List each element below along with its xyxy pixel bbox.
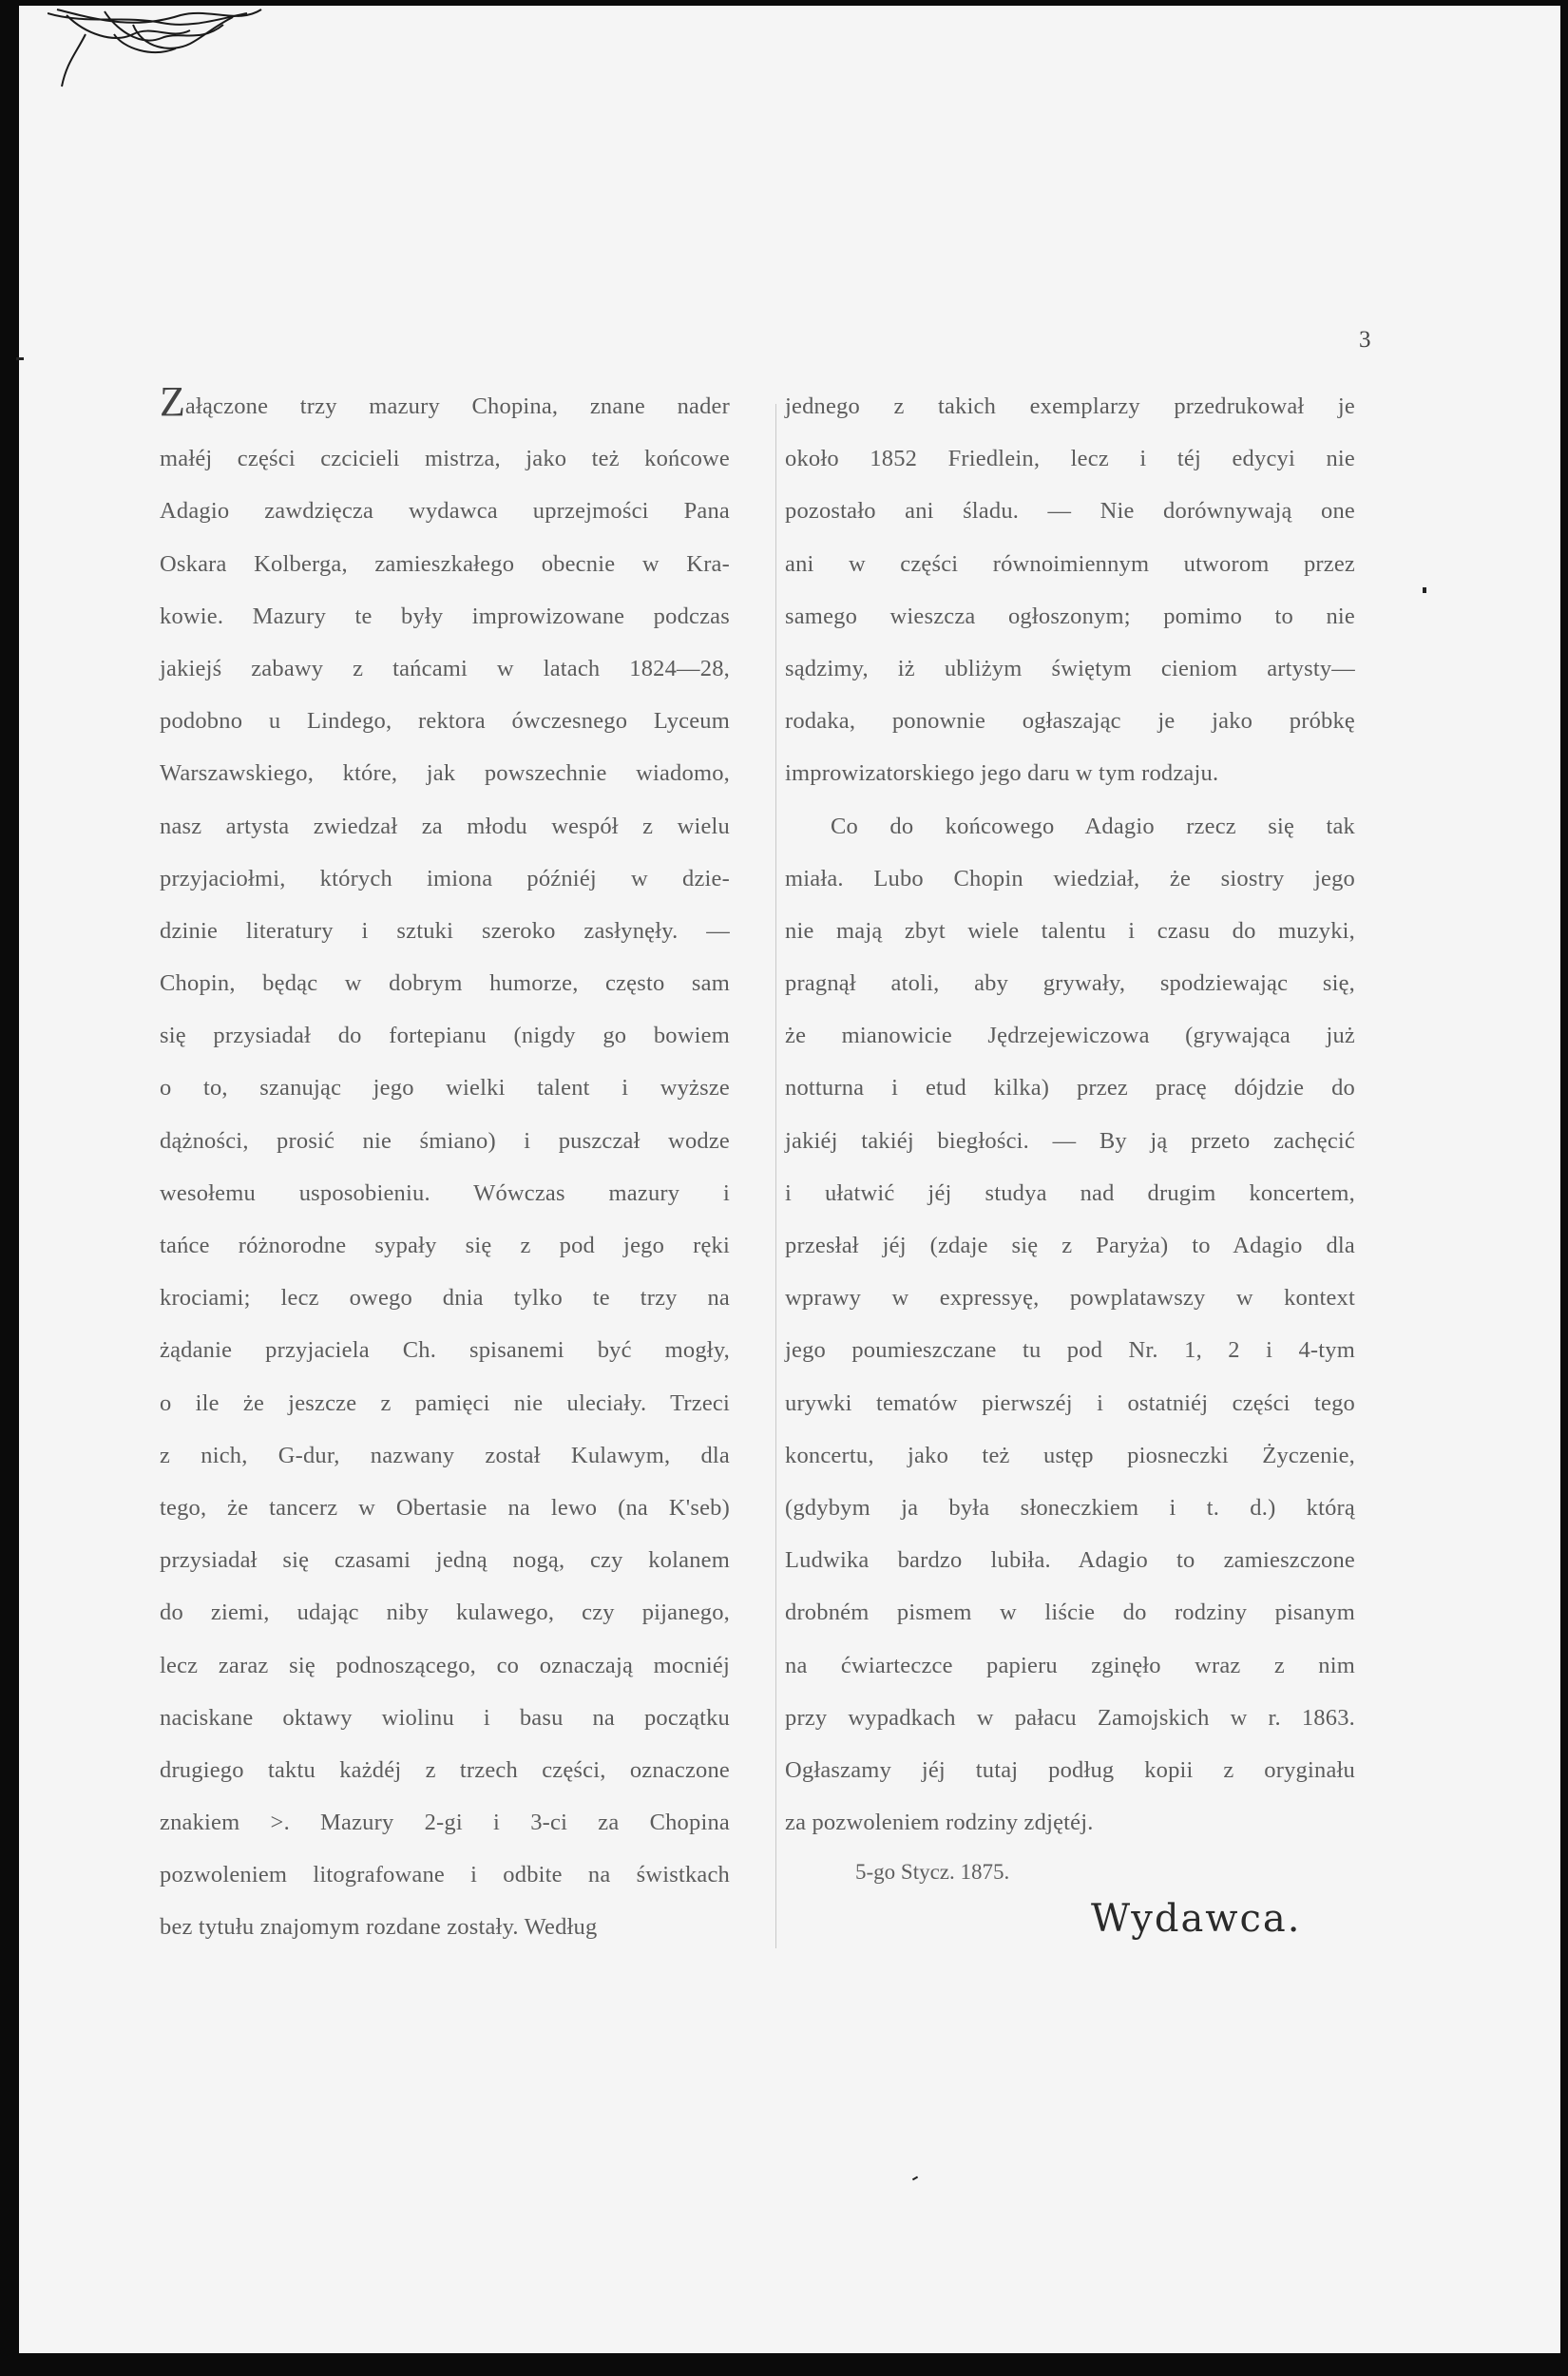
text-line: przy wypadkach w pałacu Zamojskich w r. 1863. (785, 1704, 1355, 1731)
text-line: naciskane oktawy wiolinu i basu na początku (160, 1704, 730, 1731)
text-line: pozwoleniem litografowane i odbite na świstkach (160, 1862, 730, 1888)
ink-dot (1423, 587, 1426, 593)
text-line: żądanie przyjaciela Ch. spisanemi być mogły, (160, 1337, 730, 1364)
text-line: jednego z takich exemplarzy przedrukował je (785, 393, 1355, 419)
ink-speck (912, 2176, 918, 2181)
text-line: pozostało ani śladu. — Nie dorównywają one (785, 498, 1355, 525)
text-line-content: ałączone trzy mazury Chopina, znane nader (184, 393, 730, 419)
text-line (160, 380, 730, 432)
text-line: krociami; lecz owego dnia tylko te trzy na (160, 1285, 730, 1312)
text-line: nasz artysta zwiedzał za młodu wespół z wielu (160, 813, 730, 839)
text-line: dzinie literatury i sztuki szeroko zasłynęły. — (160, 917, 730, 944)
publisher-signature: Wydawca. (1091, 1897, 1302, 1941)
text-line: tańce różnorodne sypały się z pod jego ręki (160, 1233, 730, 1258)
text-line: jakiejś zabawy z tańcami w latach 1824—28, (160, 655, 730, 681)
text-line: Co do końcowego Adagio rzecz się tak (831, 813, 1355, 839)
text-line: i ułatwić jéj studya nad drugim koncertem, (785, 1179, 1355, 1206)
text-line: małéj części czcicieli mistrza, jako też końcowe (160, 446, 730, 472)
text-line: samego wieszcza ogłoszonym; pomimo to nie (785, 603, 1355, 629)
text-line: Adagio zawdzięcza wydawca uprzejmości Pana (160, 498, 730, 525)
text-line: notturna i etud kilka) przez pracę dójdzie do (785, 1075, 1355, 1102)
text-line: rodaka, ponownie ogłaszając je jako próbkę (785, 708, 1355, 735)
drop-cap: Z (160, 378, 185, 425)
text-line: za pozwoleniem rodziny zdjętéj. (785, 1810, 1094, 1836)
text-line: o to, szanując jego wielki talent i wyższe (160, 1075, 730, 1102)
text-line: lecz zaraz się podnoszącego, co oznaczają mocniéj (160, 1652, 730, 1678)
text-line: Warszawskiego, które, jak powszechnie wiadomo, (160, 760, 730, 787)
edge-mark (16, 357, 24, 360)
text-line: wprawy w expressyę, powplatawszy w kontext (785, 1285, 1355, 1312)
text-line: koncertu, jako też ustęp piosneczki Życzenie, (785, 1442, 1355, 1468)
text-line: przyjaciołmi, których imiona późniéj w dzie- (160, 865, 730, 891)
text-line: Ogłaszamy jéj tutaj podług kopii z oryginału (785, 1756, 1355, 1783)
text-line: o ile że jeszcze z pamięci nie uleciały. Trzeci (160, 1389, 730, 1416)
text-line: (gdybym ja była słoneczkiem i t. d.) którą (785, 1494, 1355, 1521)
text-line: miała. Lubo Chopin wiedział, że siostry jego (785, 865, 1355, 891)
right-text-column (785, 380, 1355, 1849)
text-line: Oskara Kolberga, zamieszkałego obecnie w Kra- (160, 550, 730, 577)
text-line: około 1852 Friedlein, lecz i téj edycyi nie (785, 446, 1355, 472)
corner-ink-scribble (48, 6, 266, 91)
text-line: z nich, G-dur, nazwany został Kulawym, dla (160, 1442, 730, 1468)
text-line: Chopin, będąc w dobrym humorze, często sam (160, 970, 730, 997)
text-line: tego, że tancerz w Obertasie na lewo (na K'seb) (160, 1494, 730, 1521)
text-line: nie mają zbyt wiele talentu i czasu do muzyki, (785, 917, 1355, 944)
text-line: urywki tematów pierwszéj i ostatniéj części tego (785, 1389, 1355, 1416)
text-line: drobném pismem w liście do rodziny pisanym (785, 1600, 1355, 1626)
text-line: wesołemu usposobieniu. Wówczas mazury i (160, 1179, 730, 1206)
text-line: znakiem >. Mazury 2-gi i 3-ci za Chopina (160, 1810, 730, 1836)
text-line: Ludwika bardzo lubiła. Adagio to zamieszczone (785, 1547, 1355, 1574)
text-line: drugiego taktu każdéj z trzech części, oznaczone (160, 1756, 730, 1783)
left-text-column (160, 380, 730, 1954)
text-line: się przysiadał do fortepianu (nigdy go bowiem (160, 1023, 730, 1049)
text-line: dążności, prosić nie śmiano) i puszczał wodze (160, 1127, 730, 1154)
text-line: sądzimy, iż ubliżym świętym cieniom artysty— (785, 655, 1355, 681)
text-line: podobno u Lindego, rektora ówczesnego Lyceum (160, 708, 730, 735)
text-line: przesłał jéj (zdaje się z Paryża) to Adagio dla (785, 1233, 1355, 1258)
text-line: że mianowicie Jędrzejewiczowa (grywająca już (785, 1023, 1355, 1049)
text-line: bez tytułu znajomym rozdane zostały. Według (160, 1914, 598, 1941)
text-line: na ćwiarteczce papieru zginęło wraz z nim (785, 1652, 1355, 1678)
date-line: 5-go Stycz. 1875. (855, 1860, 1010, 1884)
text-line: przysiadał się czasami jedną nogą, czy kolanem (160, 1547, 730, 1574)
text-line: ani w części równoimiennym utworom przez (785, 550, 1355, 577)
text-line: jego poumieszczane tu pod Nr. 1, 2 i 4-tym (785, 1337, 1355, 1364)
column-divider (775, 404, 776, 1948)
text-line: pragnął atoli, aby grywały, spodziewając się, (785, 970, 1355, 997)
text-line: do ziemi, udając niby kulawego, czy pijanego, (160, 1600, 730, 1626)
text-line: jakiéj takiéj biegłości. — By ją przeto zachęcić (785, 1127, 1355, 1154)
text-line: kowie. Mazury te były improwizowane podczas (160, 603, 730, 629)
page-number: 3 (1359, 327, 1371, 353)
text-line: improwizatorskiego jego daru w tym rodzaju. (785, 760, 1219, 787)
